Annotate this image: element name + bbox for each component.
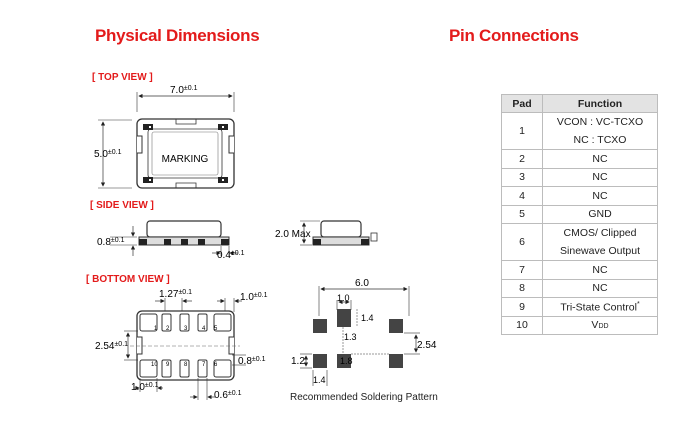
pin-number-2: 2: [166, 326, 170, 332]
bottom-pitch-dim: $1.27^{\pm 0.1}$: [159, 289, 193, 300]
pad-cell: 4: [502, 187, 543, 206]
side-view-lid: [147, 221, 221, 237]
pin-number-5: 5: [214, 326, 218, 332]
top-view-drawing: [98, 92, 234, 188]
table-row: [502, 205, 658, 224]
pin-number-3: 3: [184, 326, 188, 332]
solder-pad: [313, 354, 327, 368]
solder-inner-gap-dim: 1.3: [344, 332, 357, 342]
pin-number-8: 8: [184, 362, 188, 368]
solder-pad-1-2-dim: 1.2: [291, 356, 305, 367]
bottom-corner-dim: $1.0^{\pm 0.1}$: [131, 382, 159, 393]
bottom-view-label: [ BOTTOM VIEW ]: [86, 274, 170, 285]
soldering-pattern-drawing: [300, 286, 420, 386]
table-row: [502, 168, 658, 187]
pad-cell: 10: [502, 316, 543, 335]
solder-pad: [337, 309, 351, 327]
pad-cell: 9: [502, 298, 543, 317]
solder-row-gap-dim: 2.54: [417, 340, 437, 351]
function-cell: CMOS/ Clipped Sinewave Output: [543, 224, 658, 261]
marking-label: MARKING: [161, 154, 209, 165]
solder-pad-width-dim: 1.0: [337, 293, 350, 303]
function-header: Function: [543, 95, 658, 113]
pin-connections-table: [501, 94, 658, 335]
pad-cell: 5: [502, 205, 543, 224]
solder-pad-1-4-dim: 1.4: [313, 375, 326, 385]
solder-pad: [313, 319, 327, 333]
pad-cell: 1: [502, 113, 543, 150]
function-cell: VDD: [543, 316, 658, 335]
physical-dimensions-title: Physical Dimensions: [95, 26, 260, 45]
table-row: [502, 224, 658, 261]
function-cell: NC: [543, 187, 658, 206]
bottom-pad-spacing-dim: $0.6^{\pm 0.1}$: [214, 390, 242, 401]
pad-cell: 8: [502, 279, 543, 298]
top-width-dim: $7.0^{\pm 0.1}$: [170, 85, 198, 96]
pin-number-10: 10: [151, 362, 158, 368]
soldering-pattern-caption: Recommended Soldering Pattern: [290, 392, 438, 403]
table-row: [502, 113, 658, 150]
table-row: [502, 298, 658, 317]
bottom-pad-height-dim: $0.8^{\pm 0.1}$: [238, 356, 266, 367]
function-cell: VCON : VC-TCXO NC : TCXO: [543, 113, 658, 150]
side-view-short-lid: [321, 221, 361, 237]
side-view-label: [ SIDE VIEW ]: [90, 200, 154, 211]
table-row: [502, 261, 658, 280]
solder-pad: [389, 354, 403, 368]
function-cell: GND: [543, 205, 658, 224]
table-row: [502, 279, 658, 298]
table-row: [502, 150, 658, 169]
pin-number-7: 7: [202, 362, 206, 368]
pad-cell: 3: [502, 168, 543, 187]
pad-cell: 7: [502, 261, 543, 280]
function-cell: Tri-State Control*: [543, 298, 658, 317]
solder-1-8-dim: 1.8: [340, 356, 353, 366]
function-cell: NC: [543, 261, 658, 280]
top-height-dim: $5.0^{\pm 0.1}$: [94, 149, 122, 160]
top-view-label: [ TOP VIEW ]: [92, 72, 153, 83]
pin-number-1: 1: [154, 326, 158, 332]
pad-cell: 6: [502, 224, 543, 261]
bottom-row-gap-dim: $2.54^{\pm 0.1}$: [95, 341, 129, 352]
pin-number-4: 4: [202, 326, 206, 332]
function-cell: NC: [543, 279, 658, 298]
pad-header: Pad: [502, 95, 543, 113]
table-row: [502, 316, 658, 335]
solder-pad-height-dim: 1.4: [361, 313, 374, 323]
bottom-pad-width-dim: $1.0^{\pm 0.1}$: [240, 292, 268, 303]
pin-connections-title: Pin Connections: [449, 26, 579, 45]
pad-cell: 2: [502, 150, 543, 169]
solder-pad: [389, 319, 403, 333]
side-max-height-dim: 2.0 Max: [275, 229, 311, 240]
table-header-row: [502, 95, 658, 113]
pin-number-6: 6: [214, 362, 218, 368]
function-cell: NC: [543, 168, 658, 187]
solder-overall-dim: 6.0: [355, 278, 369, 289]
side-lead-dim: $0.4^{\pm 0.1}$: [217, 250, 245, 261]
side-height-dim: $0.8^{\pm 0.1}$: [97, 237, 125, 248]
pin-number-9: 9: [166, 362, 170, 368]
table-row: [502, 187, 658, 206]
function-cell: NC: [543, 150, 658, 169]
